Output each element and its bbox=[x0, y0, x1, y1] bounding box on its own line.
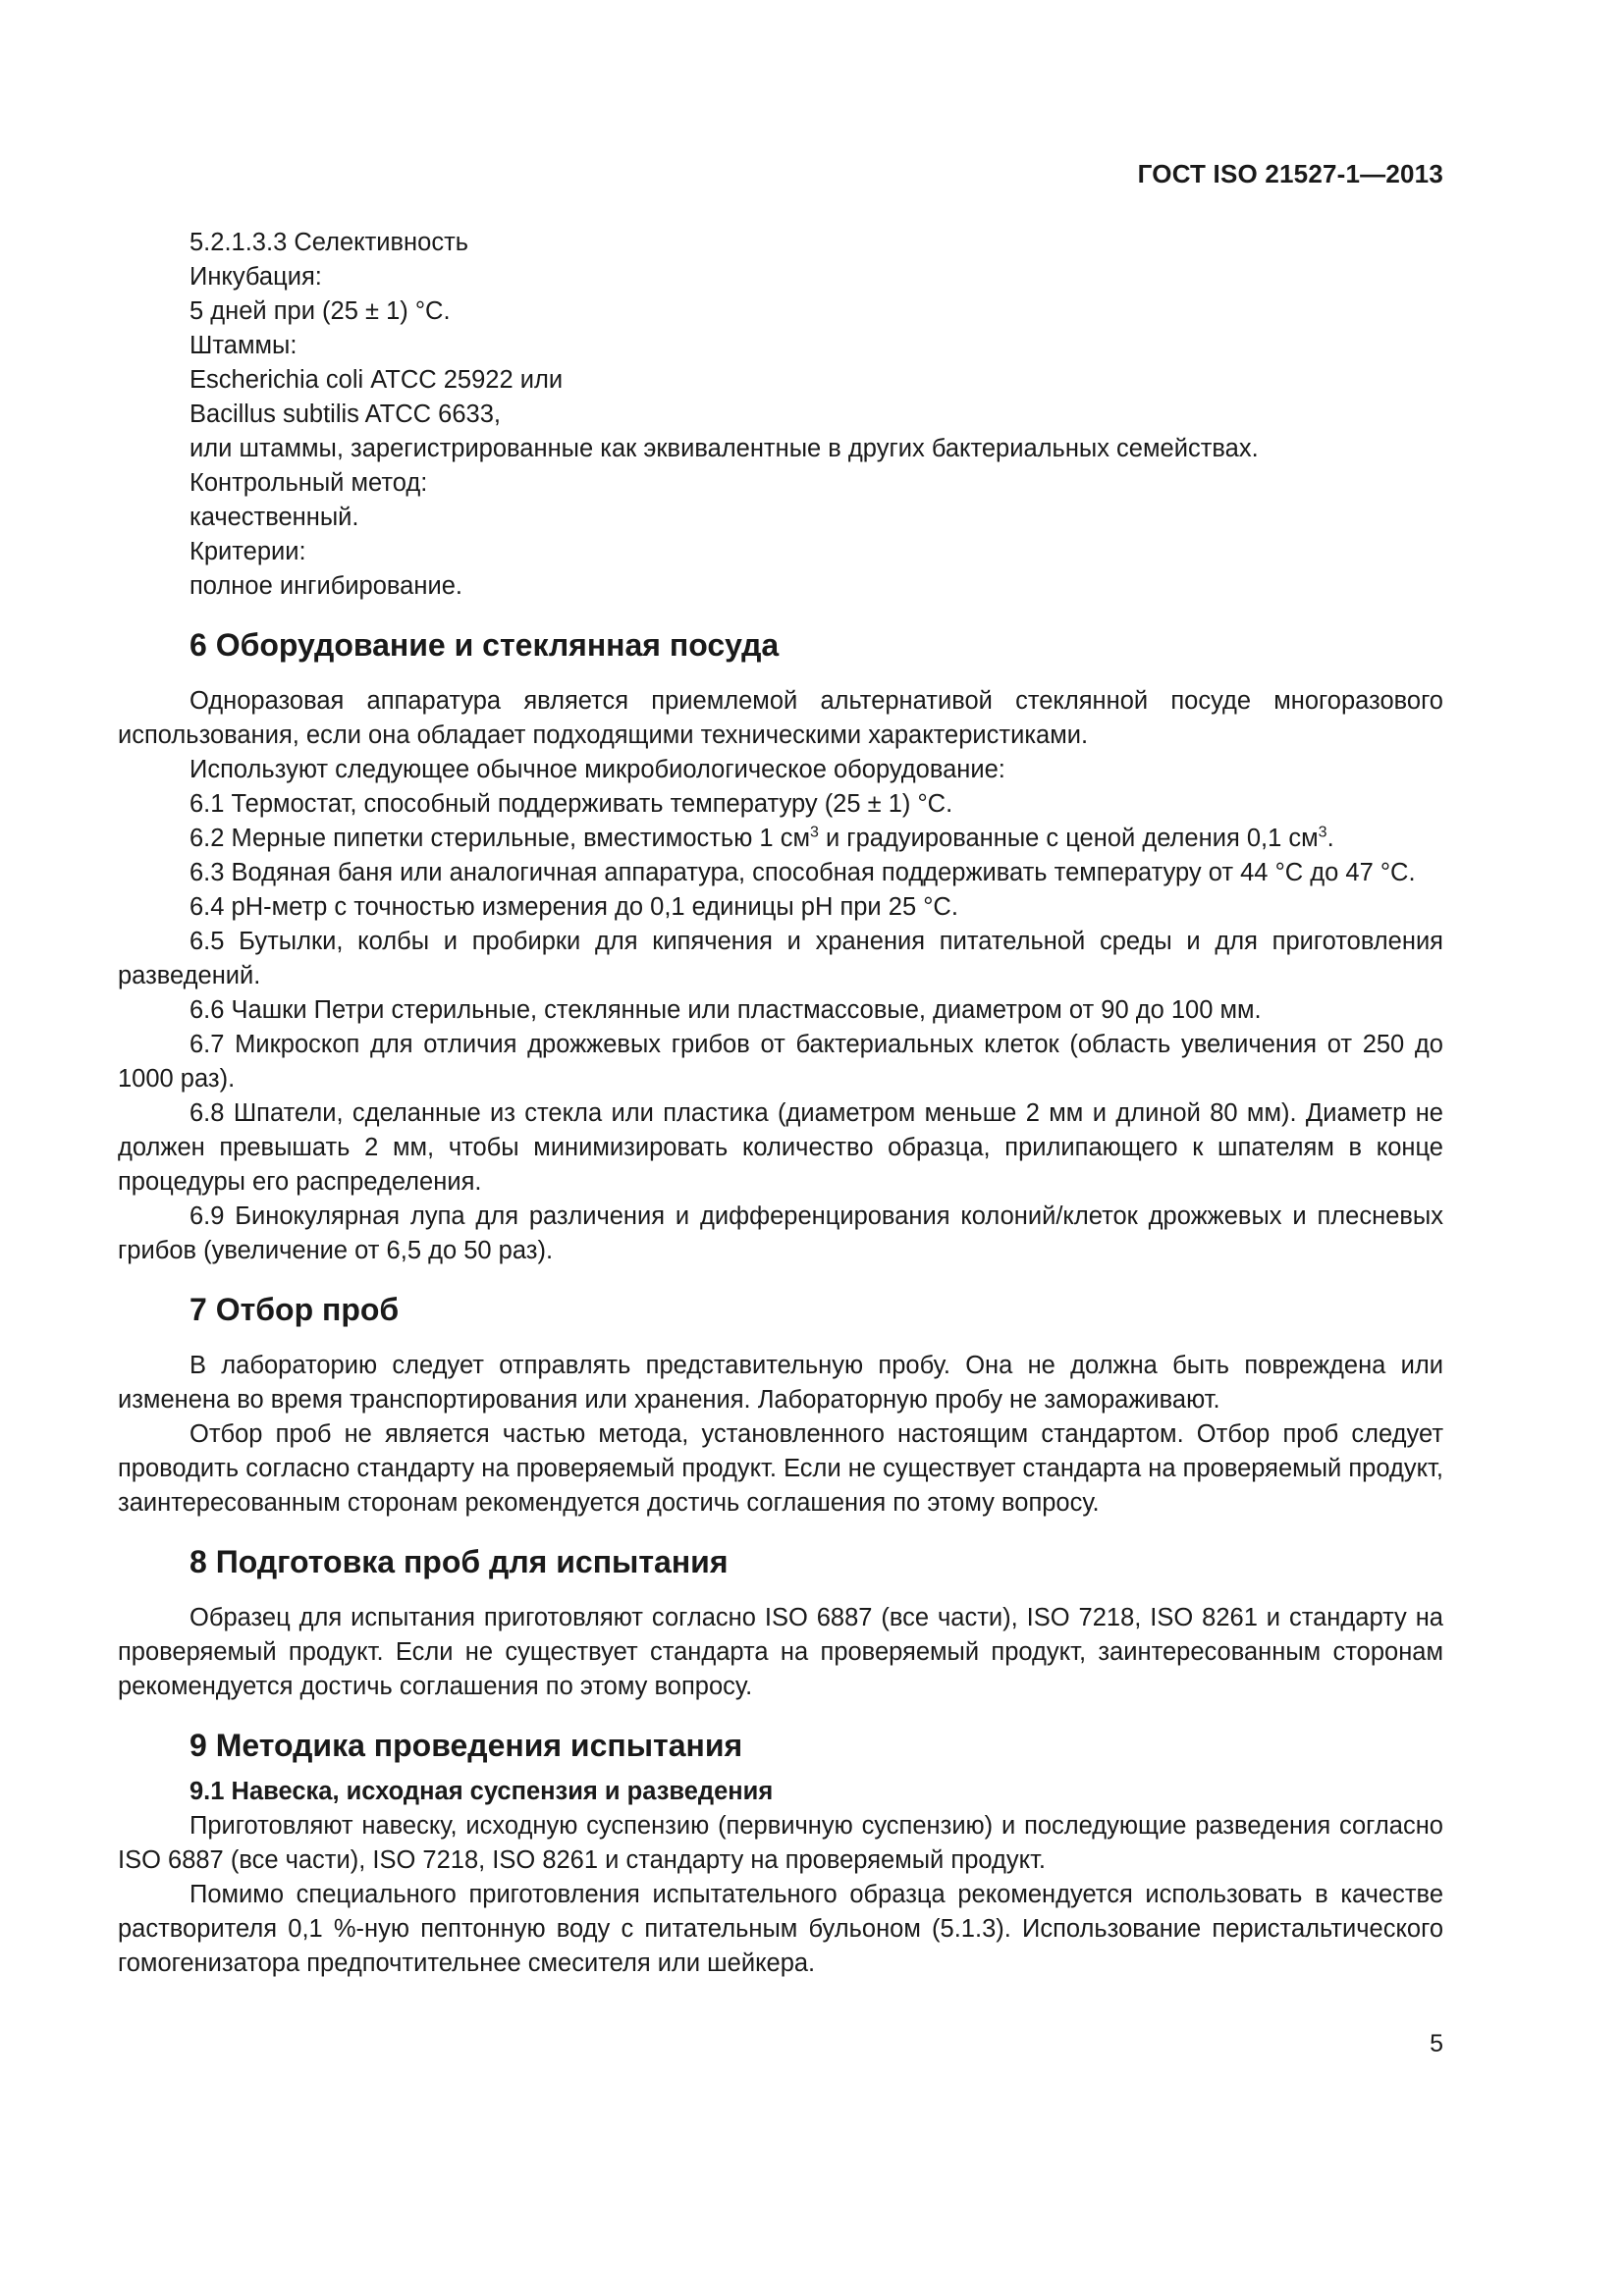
intro-line: полное ингибирование. bbox=[189, 572, 462, 600]
page-content bbox=[118, 226, 1443, 1981]
equipment-item-6-4: 6.4 рН-метр с точностью измерения до 0,1 единицы рН при 25 °С. bbox=[189, 893, 958, 921]
equipment-item-6-3: 6.3 Водяная баня или аналогичная аппаратура, способная поддерживать температуру от 44 °С до 47 °С. bbox=[189, 859, 1416, 886]
paragraph: Помимо специального приготовления испытательного образца рекомендуется использовать в качестве растворителя 0,1 %-ную пептонную воду с питательным бульоном (5.1.3). Использование перистальтического гомогенизатора предпочтительнее смесителя или шейкера. bbox=[118, 1881, 1443, 1977]
equipment-item-6-8: 6.8 Шпатели, сделанные из стекла или пластика (диаметром меньше 2 мм и длиной 80 мм). Диаметр не должен превышать 2 мм, чтобы минимизировать количество образца, прилипающего к шпателям в конце процедуры его распределения. bbox=[118, 1099, 1443, 1196]
page-number: 5 bbox=[1430, 2030, 1443, 2057]
paragraph: Используют следующее обычное микробиологическое оборудование: bbox=[189, 756, 1005, 783]
section-9-heading: 9 Методика проведения испытания bbox=[189, 1728, 743, 1763]
intro-line: или штаммы, зарегистрированные как эквивалентные в других бактериальных семействах. bbox=[189, 435, 1259, 462]
equipment-item-6-6: 6.6 Чашки Петри стерильные, стеклянные или пластмассовые, диаметром от 90 до 100 мм. bbox=[189, 996, 1262, 1024]
equipment-item-6-7: 6.7 Микроскоп для отличия дрожжевых грибов от бактериальных клеток (область увеличения от 250 до 1000 раз). bbox=[118, 1031, 1443, 1093]
section-7-heading: 7 Отбор проб bbox=[189, 1292, 400, 1327]
paragraph: Приготовляют навеску, исходную суспензию (первичную суспензию) и последующие разведения согласно ISO 6887 (все части), ISO 7218, ISO 8261 и стандарту на проверяемый продукт. bbox=[118, 1812, 1443, 1874]
intro-line: Escherichia coli АТСС 25922 или bbox=[189, 366, 564, 394]
intro-line: качественный. bbox=[189, 504, 359, 531]
section-5-2-1-3-3-block bbox=[118, 226, 1443, 604]
equipment-item-6-1: 6.1 Термостат, способный поддерживать температуру (25 ± 1) °С. bbox=[189, 790, 953, 818]
intro-line: Контрольный метод: bbox=[189, 469, 428, 497]
equipment-item-6-5: 6.5 Бутылки, колбы и пробирки для кипячения и хранения питательной среды и для приготовления разведений. bbox=[118, 928, 1443, 989]
intro-line: Bacillus subtilis ATCC 6633, bbox=[189, 400, 501, 428]
paragraph: Отбор проб не является частью метода, установленного настоящим стандартом. Отбор проб следует проводить согласно стандарту на проверяемый продукт. Если не существует стандарта на проверяемый продукт, заинтересованным сторонам рекомендуется достичь соглашения по этому вопросу. bbox=[118, 1420, 1443, 1517]
intro-line: Критерии: bbox=[189, 538, 306, 565]
intro-line: 5.2.1.3.3 Селективность bbox=[189, 229, 469, 256]
document-code-header: ГОСТ ISO 21527-1—2013 bbox=[1137, 159, 1443, 188]
intro-line: Инкубация: bbox=[189, 263, 322, 291]
section-8-heading: 8 Подготовка проб для испытания bbox=[189, 1544, 729, 1579]
equipment-item-6-9: 6.9 Бинокулярная лупа для различения и дифференцирования колоний/клеток дрожжевых и плесневых грибов (увеличение от 6,5 до 50 раз). bbox=[118, 1202, 1443, 1264]
intro-line: Штаммы: bbox=[189, 332, 298, 359]
subsection-9-1-heading: 9.1 Навеска, исходная суспензия и разведения bbox=[189, 1778, 774, 1805]
section-6-heading: 6 Оборудование и стеклянная посуда bbox=[189, 627, 780, 663]
intro-line: 5 дней при (25 ± 1) °С. bbox=[189, 297, 451, 325]
equipment-item-6-2: 6.2 Мерные пипетки стерильные, вместимостью 1 $см^3$ и градуированные с ценой деления 0,1 $см^3$. bbox=[189, 824, 1334, 852]
paragraph: В лабораторию следует отправлять представительную пробу. Она не должна быть повреждена или изменена во время транспортирования или хранения. Лабораторную пробу не замораживают. bbox=[118, 1352, 1443, 1414]
paragraph: Одноразовая аппаратура является приемлемой альтернативой стеклянной посуде многоразового использования, если она обладает подходящими техническими характеристиками. bbox=[118, 687, 1443, 749]
paragraph: Образец для испытания приготовляют согласно ISO 6887 (все части), ISO 7218, ISO 8261 и стандарту на проверяемый продукт. Если не существует стандарта на проверяемый продукт, заинтересованным сторонам рекомендуется достичь соглашения по этому вопросу. bbox=[118, 1604, 1443, 1700]
